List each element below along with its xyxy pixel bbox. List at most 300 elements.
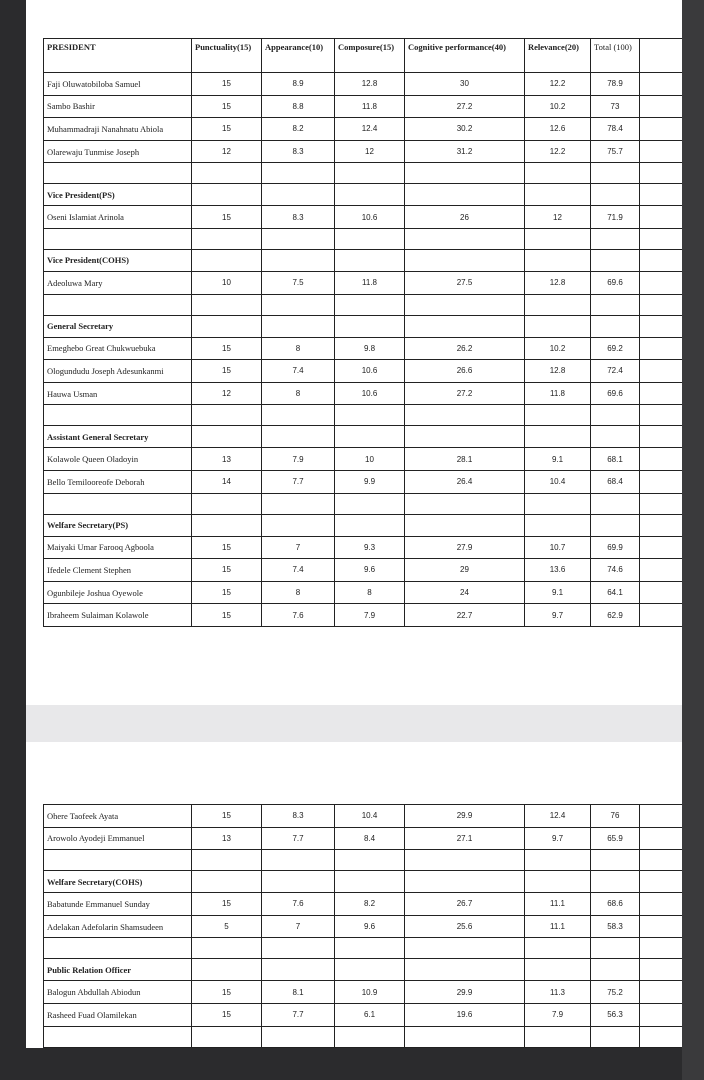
score-cell: 9.1 bbox=[525, 581, 591, 604]
empty-cell bbox=[405, 163, 525, 184]
score-cell: 68.1 bbox=[591, 448, 640, 471]
score-cell: 15 bbox=[192, 893, 262, 916]
empty-cell bbox=[640, 184, 683, 206]
candidate-name: Hauwa Usman bbox=[44, 382, 192, 405]
empty-cell bbox=[525, 315, 591, 337]
empty-cell bbox=[44, 163, 192, 184]
score-cell: 7.4 bbox=[262, 360, 335, 383]
table-row bbox=[44, 893, 683, 916]
empty-cell bbox=[640, 827, 683, 850]
empty-cell bbox=[335, 405, 405, 426]
score-cell: 7.6 bbox=[262, 893, 335, 916]
empty-cell bbox=[640, 981, 683, 1004]
header-cell: Appearance(10) bbox=[262, 39, 335, 73]
empty-cell bbox=[44, 938, 192, 959]
empty-cell bbox=[44, 1026, 192, 1047]
score-cell: 27.5 bbox=[405, 271, 525, 294]
section-title: General Secretary bbox=[44, 315, 192, 337]
section-title: Public Relation Officer bbox=[44, 959, 192, 981]
table-row bbox=[44, 470, 683, 493]
score-cell: 8.1 bbox=[262, 981, 335, 1004]
empty-cell bbox=[640, 959, 683, 981]
score-cell: 26.4 bbox=[405, 470, 525, 493]
header-cell: Total (100) bbox=[591, 39, 640, 73]
empty-cell bbox=[335, 184, 405, 206]
score-cell: 15 bbox=[192, 337, 262, 360]
score-cell: 12 bbox=[525, 206, 591, 229]
empty-cell bbox=[335, 228, 405, 249]
candidate-name: Ohere Taofeek Ayata bbox=[44, 805, 192, 828]
empty-cell bbox=[44, 405, 192, 426]
score-cell: 12.4 bbox=[525, 805, 591, 828]
score-cell: 8.3 bbox=[262, 805, 335, 828]
score-cell: 27.1 bbox=[405, 827, 525, 850]
empty-cell bbox=[192, 493, 262, 514]
candidate-name: Muhammadraji Nanahnatu Abiola bbox=[44, 118, 192, 141]
empty-cell bbox=[525, 959, 591, 981]
empty-cell bbox=[640, 228, 683, 249]
empty-cell bbox=[405, 959, 525, 981]
score-cell: 7.5 bbox=[262, 271, 335, 294]
score-cell: 69.6 bbox=[591, 271, 640, 294]
empty-cell bbox=[44, 294, 192, 315]
empty-cell bbox=[335, 294, 405, 315]
empty-cell bbox=[262, 938, 335, 959]
empty-cell bbox=[192, 959, 262, 981]
candidate-name: Balogun Abdullah Abiodun bbox=[44, 981, 192, 1004]
score-cell: 29.9 bbox=[405, 981, 525, 1004]
empty-cell bbox=[192, 294, 262, 315]
score-cell: 8.4 bbox=[335, 827, 405, 850]
score-cell: 27.9 bbox=[405, 536, 525, 559]
score-cell: 7.9 bbox=[262, 448, 335, 471]
score-cell: 7 bbox=[262, 536, 335, 559]
empty-cell bbox=[405, 184, 525, 206]
score-cell: 15 bbox=[192, 118, 262, 141]
empty-cell bbox=[640, 294, 683, 315]
candidate-name: Arowolo Ayodeji Emmanuel bbox=[44, 827, 192, 850]
empty-cell bbox=[640, 206, 683, 229]
section-heading-row bbox=[44, 426, 683, 448]
score-cell: 69.2 bbox=[591, 337, 640, 360]
score-cell: 7.7 bbox=[262, 1003, 335, 1026]
empty-cell bbox=[640, 271, 683, 294]
table-row bbox=[44, 140, 683, 163]
score-cell: 9.3 bbox=[335, 536, 405, 559]
empty-cell bbox=[262, 493, 335, 514]
score-cell: 11.8 bbox=[525, 382, 591, 405]
score-cell: 72.4 bbox=[591, 360, 640, 383]
score-cell: 12.8 bbox=[525, 360, 591, 383]
empty-cell bbox=[262, 294, 335, 315]
empty-cell bbox=[591, 315, 640, 337]
empty-cell bbox=[262, 184, 335, 206]
score-cell: 26.7 bbox=[405, 893, 525, 916]
empty-cell bbox=[640, 315, 683, 337]
score-cell: 8.9 bbox=[262, 73, 335, 96]
empty-cell bbox=[335, 249, 405, 271]
empty-cell bbox=[640, 95, 683, 118]
empty-cell bbox=[591, 959, 640, 981]
score-cell: 10.6 bbox=[335, 382, 405, 405]
score-cell: 6.1 bbox=[335, 1003, 405, 1026]
score-cell: 13 bbox=[192, 827, 262, 850]
empty-cell bbox=[335, 959, 405, 981]
score-cell: 11.1 bbox=[525, 893, 591, 916]
empty-cell bbox=[591, 426, 640, 448]
section-title: Welfare Secretary(PS) bbox=[44, 514, 192, 536]
blank-row bbox=[44, 938, 683, 959]
score-cell: 9.6 bbox=[335, 559, 405, 582]
candidate-name: Ibraheem Sulaiman Kolawole bbox=[44, 604, 192, 627]
empty-cell bbox=[335, 938, 405, 959]
empty-cell bbox=[640, 249, 683, 271]
score-cell: 68.6 bbox=[591, 893, 640, 916]
table-row bbox=[44, 536, 683, 559]
score-cell: 28.1 bbox=[405, 448, 525, 471]
score-cell: 12 bbox=[335, 140, 405, 163]
empty-cell bbox=[405, 850, 525, 871]
section-heading-row bbox=[44, 871, 683, 893]
score-cell: 76 bbox=[591, 805, 640, 828]
empty-cell bbox=[262, 228, 335, 249]
table-row bbox=[44, 448, 683, 471]
empty-cell bbox=[262, 871, 335, 893]
empty-cell bbox=[640, 893, 683, 916]
document-page-1 bbox=[26, 0, 682, 705]
empty-cell bbox=[525, 249, 591, 271]
score-cell: 9.1 bbox=[525, 448, 591, 471]
empty-cell bbox=[405, 514, 525, 536]
score-cell: 26 bbox=[405, 206, 525, 229]
score-cell: 10 bbox=[335, 448, 405, 471]
score-cell: 8 bbox=[335, 581, 405, 604]
candidate-name: Ifedele Clement Stephen bbox=[44, 559, 192, 582]
score-cell: 15 bbox=[192, 73, 262, 96]
empty-cell bbox=[262, 405, 335, 426]
score-cell: 15 bbox=[192, 981, 262, 1004]
score-cell: 7.9 bbox=[335, 604, 405, 627]
empty-cell bbox=[640, 405, 683, 426]
score-cell: 10.4 bbox=[335, 805, 405, 828]
table-row bbox=[44, 360, 683, 383]
blank-row bbox=[44, 493, 683, 514]
candidate-name: Adelakan Adefolarin Shamsudeen bbox=[44, 915, 192, 938]
score-cell: 10.2 bbox=[525, 337, 591, 360]
table-row bbox=[44, 95, 683, 118]
score-cell: 13.6 bbox=[525, 559, 591, 582]
empty-cell bbox=[192, 249, 262, 271]
empty-cell bbox=[262, 959, 335, 981]
table-row bbox=[44, 981, 683, 1004]
score-cell: 14 bbox=[192, 470, 262, 493]
empty-cell bbox=[525, 184, 591, 206]
score-cell: 25.6 bbox=[405, 915, 525, 938]
empty-cell bbox=[192, 850, 262, 871]
empty-cell bbox=[591, 163, 640, 184]
score-cell: 64.1 bbox=[591, 581, 640, 604]
score-cell: 7.6 bbox=[262, 604, 335, 627]
score-cell: 10.2 bbox=[525, 95, 591, 118]
empty-cell bbox=[640, 536, 683, 559]
score-cell: 71.9 bbox=[591, 206, 640, 229]
score-cell: 24 bbox=[405, 581, 525, 604]
table-row bbox=[44, 382, 683, 405]
score-cell: 26.6 bbox=[405, 360, 525, 383]
section-heading-row bbox=[44, 249, 683, 271]
section-heading-row bbox=[44, 315, 683, 337]
empty-cell bbox=[640, 871, 683, 893]
score-cell: 10.6 bbox=[335, 360, 405, 383]
score-cell: 15 bbox=[192, 604, 262, 627]
candidate-name: Babatunde Emmanuel Sunday bbox=[44, 893, 192, 916]
score-cell: 8.3 bbox=[262, 206, 335, 229]
score-cell: 8.2 bbox=[262, 118, 335, 141]
score-cell: 12.8 bbox=[525, 271, 591, 294]
header-cell: PRESIDENT bbox=[44, 39, 192, 73]
empty-cell bbox=[405, 426, 525, 448]
empty-cell bbox=[262, 850, 335, 871]
score-cell: 12 bbox=[192, 382, 262, 405]
score-cell: 9.8 bbox=[335, 337, 405, 360]
score-cell: 15 bbox=[192, 95, 262, 118]
header-cell: Composure(15) bbox=[335, 39, 405, 73]
empty-cell bbox=[405, 938, 525, 959]
score-cell: 12 bbox=[192, 140, 262, 163]
empty-cell bbox=[405, 1026, 525, 1047]
score-cell: 8.8 bbox=[262, 95, 335, 118]
empty-cell bbox=[335, 1026, 405, 1047]
score-cell: 75.7 bbox=[591, 140, 640, 163]
table-row bbox=[44, 805, 683, 828]
empty-cell bbox=[640, 805, 683, 828]
empty-cell bbox=[335, 871, 405, 893]
empty-cell bbox=[525, 850, 591, 871]
empty-cell bbox=[405, 871, 525, 893]
empty-cell bbox=[525, 871, 591, 893]
score-cell: 12.8 bbox=[335, 73, 405, 96]
header-row bbox=[44, 39, 683, 73]
empty-cell bbox=[525, 163, 591, 184]
empty-cell bbox=[44, 493, 192, 514]
empty-cell bbox=[192, 426, 262, 448]
score-cell: 11.1 bbox=[525, 915, 591, 938]
empty-cell bbox=[640, 118, 683, 141]
empty-cell bbox=[640, 581, 683, 604]
score-cell: 5 bbox=[192, 915, 262, 938]
candidate-name: Maiyaki Umar Farooq Agboola bbox=[44, 536, 192, 559]
score-cell: 30.2 bbox=[405, 118, 525, 141]
candidate-name: Olarewaju Tunmise Joseph bbox=[44, 140, 192, 163]
score-cell: 12.4 bbox=[335, 118, 405, 141]
score-cell: 7.9 bbox=[525, 1003, 591, 1026]
score-cell: 29.9 bbox=[405, 805, 525, 828]
empty-cell bbox=[44, 228, 192, 249]
score-cell: 15 bbox=[192, 805, 262, 828]
empty-cell bbox=[192, 228, 262, 249]
empty-cell bbox=[405, 228, 525, 249]
candidate-name: Ologundudu Joseph Adesunkanmi bbox=[44, 360, 192, 383]
empty-cell bbox=[640, 39, 683, 73]
score-cell: 29 bbox=[405, 559, 525, 582]
empty-cell bbox=[591, 938, 640, 959]
page-gap bbox=[26, 705, 682, 742]
empty-cell bbox=[591, 493, 640, 514]
score-cell: 15 bbox=[192, 1003, 262, 1026]
empty-cell bbox=[405, 405, 525, 426]
candidate-name: Sambo Bashir bbox=[44, 95, 192, 118]
empty-cell bbox=[640, 938, 683, 959]
empty-cell bbox=[405, 493, 525, 514]
empty-cell bbox=[591, 850, 640, 871]
score-cell: 58.3 bbox=[591, 915, 640, 938]
empty-cell bbox=[640, 337, 683, 360]
score-cell: 15 bbox=[192, 536, 262, 559]
score-cell: 15 bbox=[192, 559, 262, 582]
empty-cell bbox=[525, 493, 591, 514]
blank-row bbox=[44, 850, 683, 871]
empty-cell bbox=[335, 426, 405, 448]
score-cell: 7.7 bbox=[262, 827, 335, 850]
blank-row bbox=[44, 405, 683, 426]
empty-cell bbox=[640, 915, 683, 938]
empty-cell bbox=[591, 249, 640, 271]
empty-cell bbox=[262, 426, 335, 448]
score-cell: 9.7 bbox=[525, 604, 591, 627]
empty-cell bbox=[591, 228, 640, 249]
score-cell: 10 bbox=[192, 271, 262, 294]
empty-cell bbox=[640, 470, 683, 493]
section-title: Vice President(PS) bbox=[44, 184, 192, 206]
empty-cell bbox=[525, 294, 591, 315]
empty-cell bbox=[640, 448, 683, 471]
table-row bbox=[44, 1003, 683, 1026]
section-title: Assistant General Secretary bbox=[44, 426, 192, 448]
empty-cell bbox=[525, 405, 591, 426]
candidate-name: Faji Oluwatobiloba Samuel bbox=[44, 73, 192, 96]
empty-cell bbox=[591, 294, 640, 315]
score-table-2 bbox=[43, 804, 682, 1048]
score-cell: 12.6 bbox=[525, 118, 591, 141]
score-cell: 13 bbox=[192, 448, 262, 471]
empty-cell bbox=[591, 184, 640, 206]
score-cell: 7.4 bbox=[262, 559, 335, 582]
score-cell: 74.6 bbox=[591, 559, 640, 582]
empty-cell bbox=[591, 514, 640, 536]
empty-cell bbox=[640, 604, 683, 627]
score-cell: 10.9 bbox=[335, 981, 405, 1004]
empty-cell bbox=[192, 871, 262, 893]
table-row bbox=[44, 915, 683, 938]
empty-cell bbox=[335, 514, 405, 536]
table-row bbox=[44, 73, 683, 96]
empty-cell bbox=[525, 514, 591, 536]
blank-row bbox=[44, 1026, 683, 1047]
empty-cell bbox=[591, 871, 640, 893]
score-cell: 22.7 bbox=[405, 604, 525, 627]
empty-cell bbox=[640, 382, 683, 405]
empty-cell bbox=[640, 493, 683, 514]
empty-cell bbox=[640, 426, 683, 448]
score-cell: 8 bbox=[262, 581, 335, 604]
candidate-name: Oseni Islamiat Arinola bbox=[44, 206, 192, 229]
score-cell: 62.9 bbox=[591, 604, 640, 627]
empty-cell bbox=[335, 315, 405, 337]
empty-cell bbox=[591, 1026, 640, 1047]
blank-row bbox=[44, 228, 683, 249]
table-row bbox=[44, 581, 683, 604]
score-cell: 69.9 bbox=[591, 536, 640, 559]
section-title: Vice President(COHS) bbox=[44, 249, 192, 271]
header-cell: Relevance(20) bbox=[525, 39, 591, 73]
candidate-name: Rasheed Fuad Olamilekan bbox=[44, 1003, 192, 1026]
section-heading-row bbox=[44, 184, 683, 206]
score-cell: 78.9 bbox=[591, 73, 640, 96]
empty-cell bbox=[640, 514, 683, 536]
empty-cell bbox=[262, 514, 335, 536]
empty-cell bbox=[192, 938, 262, 959]
empty-cell bbox=[591, 405, 640, 426]
score-cell: 12.2 bbox=[525, 73, 591, 96]
viewer-scrollbar[interactable] bbox=[682, 0, 704, 1080]
empty-cell bbox=[262, 315, 335, 337]
score-cell: 9.6 bbox=[335, 915, 405, 938]
empty-cell bbox=[44, 850, 192, 871]
empty-cell bbox=[192, 184, 262, 206]
empty-cell bbox=[405, 294, 525, 315]
score-cell: 30 bbox=[405, 73, 525, 96]
candidate-name: Adeoluwa Mary bbox=[44, 271, 192, 294]
empty-cell bbox=[640, 1026, 683, 1047]
score-cell: 19.6 bbox=[405, 1003, 525, 1026]
section-title: Welfare Secretary(COHS) bbox=[44, 871, 192, 893]
empty-cell bbox=[335, 163, 405, 184]
table-row bbox=[44, 559, 683, 582]
empty-cell bbox=[335, 850, 405, 871]
score-cell: 8 bbox=[262, 382, 335, 405]
table-row bbox=[44, 827, 683, 850]
empty-cell bbox=[192, 163, 262, 184]
empty-cell bbox=[262, 1026, 335, 1047]
score-cell: 69.6 bbox=[591, 382, 640, 405]
blank-row bbox=[44, 294, 683, 315]
score-cell: 56.3 bbox=[591, 1003, 640, 1026]
score-cell: 7 bbox=[262, 915, 335, 938]
empty-cell bbox=[335, 493, 405, 514]
score-cell: 27.2 bbox=[405, 95, 525, 118]
table-row bbox=[44, 604, 683, 627]
score-cell: 11.8 bbox=[335, 271, 405, 294]
header-cell: Cognitive performance(40) bbox=[405, 39, 525, 73]
empty-cell bbox=[525, 938, 591, 959]
score-cell: 8 bbox=[262, 337, 335, 360]
empty-cell bbox=[262, 249, 335, 271]
empty-cell bbox=[192, 1026, 262, 1047]
empty-cell bbox=[640, 850, 683, 871]
document-page-2 bbox=[26, 742, 682, 1048]
score-cell: 12.2 bbox=[525, 140, 591, 163]
score-cell: 11.3 bbox=[525, 981, 591, 1004]
score-cell: 65.9 bbox=[591, 827, 640, 850]
empty-cell bbox=[640, 559, 683, 582]
empty-cell bbox=[262, 163, 335, 184]
empty-cell bbox=[525, 1026, 591, 1047]
score-cell: 9.9 bbox=[335, 470, 405, 493]
score-cell: 7.7 bbox=[262, 470, 335, 493]
table-row bbox=[44, 337, 683, 360]
header-cell: Punctuality(15) bbox=[192, 39, 262, 73]
empty-cell bbox=[405, 249, 525, 271]
